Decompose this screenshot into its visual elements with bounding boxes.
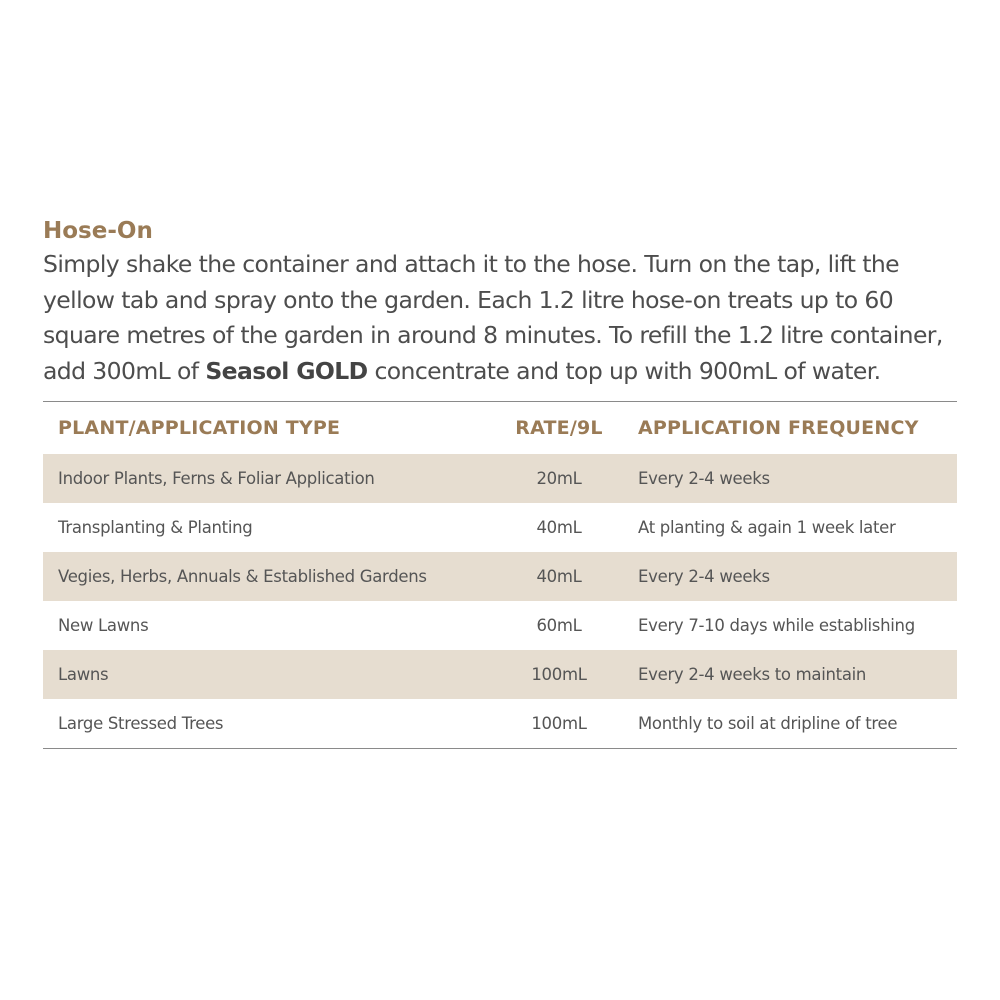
cell-type: Vegies, Herbs, Annuals & Established Gardens [43, 552, 490, 601]
cell-rate: 40mL [536, 518, 582, 537]
cell-type: Large Stressed Trees [58, 714, 224, 733]
instructions-paragraph [43, 247, 957, 389]
cell-frequency: Every 2-4 weeks [628, 454, 957, 503]
cell-rate: 20mL [490, 454, 628, 503]
table-row [43, 503, 957, 552]
cell-frequency: Every 2-4 weeks to maintain [628, 650, 957, 699]
header-rate: RATE/9L [515, 417, 603, 439]
table-row [43, 601, 957, 650]
table-header-row [43, 402, 957, 455]
cell-frequency: At planting & again 1 week later [638, 518, 896, 537]
cell-rate: 100mL [531, 714, 587, 733]
instructions-text-end: concentrate and top up with 900mL of water. [367, 356, 881, 385]
instructions-text: Simply shake the container and attach it to the hose. Turn on the tap, lift the yellow tab and spray onto the garden. Each 1.2 litre hose-on treats up to 60 square metres of the garden in around 8 minutes. To refill the 1.2 litre container, add 300mL of [43, 250, 943, 385]
table-row [43, 699, 957, 749]
cell-rate: 60mL [536, 616, 582, 635]
product-name: Seasol GOLD [205, 356, 368, 385]
cell-type: Lawns [43, 650, 490, 699]
cell-frequency: Monthly to soil at dripline of tree [638, 714, 898, 733]
cell-type: New Lawns [58, 616, 149, 635]
cell-rate: 40mL [490, 552, 628, 601]
cell-frequency: Every 2-4 weeks [628, 552, 957, 601]
header-type: PLANT/APPLICATION TYPE [58, 417, 341, 439]
hose-on-section [43, 215, 957, 749]
section-title: Hose-On [43, 218, 153, 244]
cell-frequency: Every 7-10 days while establishing [638, 616, 915, 635]
cell-type: Transplanting & Planting [58, 518, 253, 537]
header-frequency: APPLICATION FREQUENCY [638, 417, 919, 439]
application-rates-table [43, 401, 957, 749]
table-row [43, 454, 957, 503]
cell-type: Indoor Plants, Ferns & Foliar Application [43, 454, 490, 503]
table-row [43, 650, 957, 699]
cell-rate: 100mL [490, 650, 628, 699]
table-row [43, 552, 957, 601]
